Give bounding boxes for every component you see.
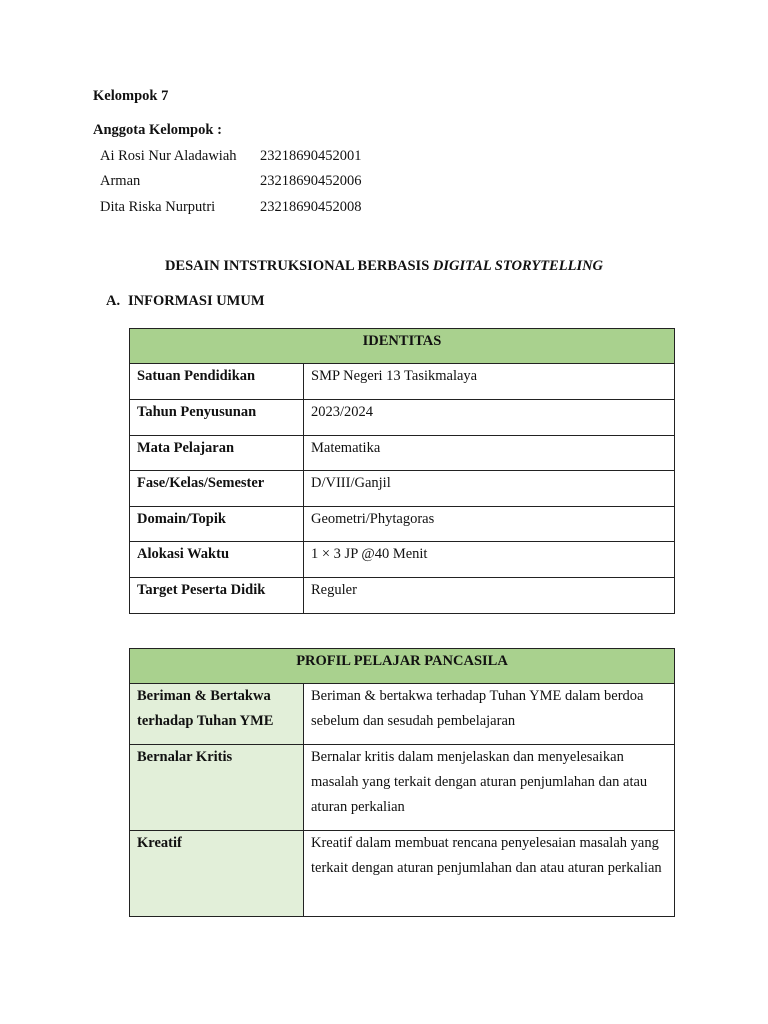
identitas-table	[129, 328, 675, 614]
member-name: Arman	[100, 173, 141, 189]
member-row	[100, 199, 430, 216]
table-row	[130, 745, 675, 831]
identitas-header: IDENTITAS	[130, 329, 675, 364]
section-title: INFORMASI UMUM	[128, 293, 265, 309]
row-value: Bernalar kritis dalam menjelaskan dan menyelesaikan masalah yang terkait dengan aturan penjumlahan dan atau aturan perkalian	[304, 745, 675, 831]
document-title-prefix: DESAIN INTSTRUKSIONAL BERBASIS	[164, 258, 433, 274]
row-label: Domain/Topik	[130, 507, 304, 542]
row-value: Beriman & bertakwa terhadap Tuhan YME dalam berdoa sebelum dan sesudah pembelajaran	[304, 684, 675, 745]
table-row	[130, 831, 675, 917]
row-label: Fase/Kelas/Semester	[130, 471, 304, 507]
document-title	[0, 258, 768, 275]
row-label: Tahun Penyusunan	[130, 400, 304, 436]
row-label: Satuan Pendidikan	[130, 364, 304, 400]
row-label: Alokasi Waktu	[130, 542, 304, 578]
table-row	[130, 684, 675, 745]
member-row	[100, 148, 430, 165]
table-row	[130, 507, 675, 542]
member-id: 23218690452006	[260, 173, 362, 189]
row-value: Kreatif dalam membuat rencana penyelesaian masalah yang terkait dengan aturan penjumlahan dan atau aturan perkalian	[304, 831, 675, 917]
table-row	[130, 400, 675, 436]
section-heading	[106, 293, 265, 310]
table-row	[130, 364, 675, 400]
row-value: 1 × 3 JP @40 Menit	[304, 542, 675, 578]
row-label: Mata Pelajaran	[130, 436, 304, 471]
table-row	[130, 471, 675, 507]
member-id: 23218690452008	[260, 199, 362, 215]
member-row	[100, 173, 430, 190]
profil-pelajar-table	[129, 648, 675, 917]
section-number: A.	[106, 293, 121, 309]
table-row	[130, 578, 675, 614]
group-title: Kelompok 7	[93, 88, 169, 104]
table-row	[130, 542, 675, 578]
row-label: Beriman & Bertakwa terhadap Tuhan YME	[130, 684, 304, 745]
row-label: Kreatif	[130, 831, 304, 917]
row-label: Bernalar Kritis	[130, 745, 304, 831]
row-value: 2023/2024	[304, 400, 675, 436]
member-id: 23218690452001	[260, 148, 362, 164]
row-value: Matematika	[304, 436, 675, 471]
profil-header: PROFIL PELAJAR PANCASILA	[130, 649, 675, 684]
row-value: SMP Negeri 13 Tasikmalaya	[304, 364, 675, 400]
row-value: D/VIII/Ganjil	[304, 471, 675, 507]
document-title-italic: DIGITAL STORYTELLING	[432, 258, 604, 274]
member-name: Dita Riska Nurputri	[100, 199, 216, 215]
row-label: Target Peserta Didik	[130, 578, 304, 614]
row-value: Geometri/Phytagoras	[304, 507, 675, 542]
row-value: Reguler	[304, 578, 675, 614]
table-row	[130, 436, 675, 471]
members-title: Anggota Kelompok :	[93, 122, 222, 138]
member-name: Ai Rosi Nur Aladawiah	[100, 148, 237, 164]
